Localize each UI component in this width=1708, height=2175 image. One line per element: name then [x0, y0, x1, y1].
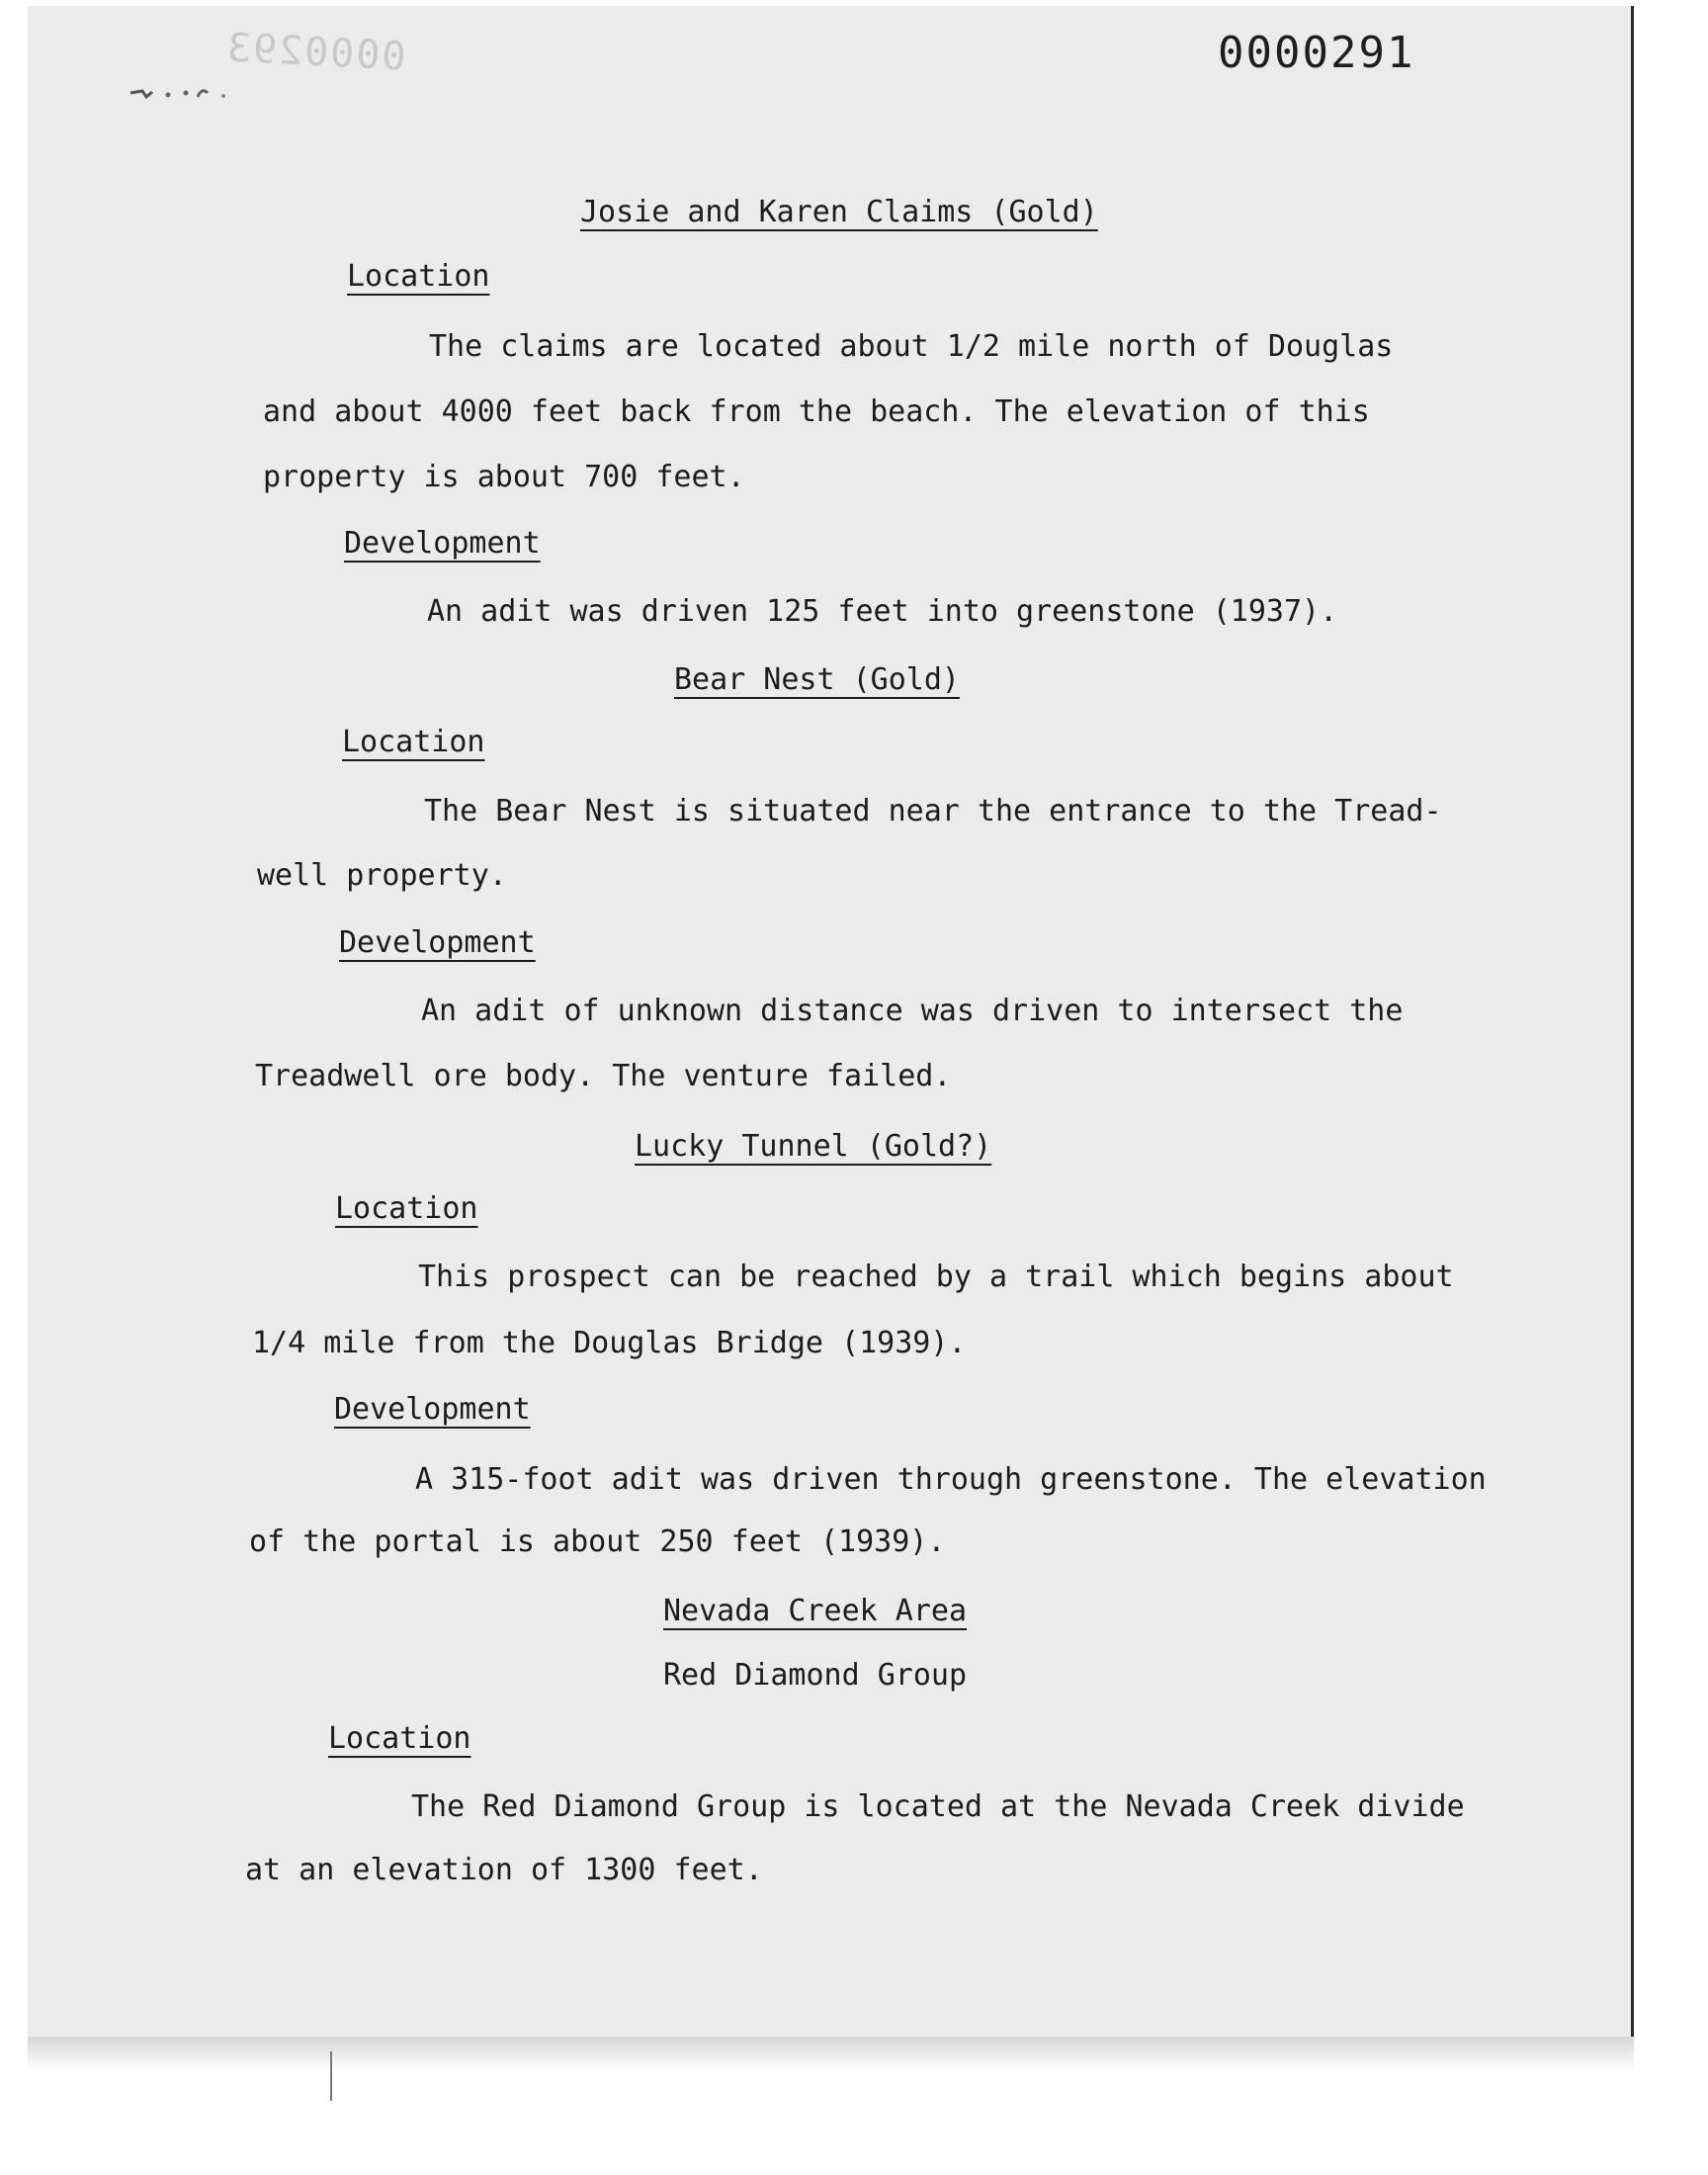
page-edge-shadow	[28, 2037, 1634, 2070]
section-title: Nevada Creek Area	[663, 1594, 968, 1628]
body-text-line: An adit was driven 125 feet into greenstone (1937).	[427, 594, 1338, 629]
body-text-line: This prospect can be reached by a trail which begins about	[418, 1260, 1454, 1294]
body-text-line: 1/4 mile from the Douglas Bridge (1939).	[252, 1326, 967, 1360]
body-text-line: Treadwell ore body. The venture failed.	[255, 1059, 952, 1093]
location-heading: Location	[347, 259, 490, 294]
body-text-line: A 315-foot adit was driven through greenstone. The elevation	[415, 1462, 1487, 1497]
body-text-line: and about 4000 feet back from the beach. The elevation of this	[263, 394, 1370, 429]
body-text-line: The Red Diamond Group is located at the Nevada Creek divide	[411, 1789, 1465, 1824]
section-title: Bear Nest (Gold)	[674, 662, 960, 697]
location-heading: Location	[328, 1721, 471, 1756]
section-subtitle: Red Diamond Group	[663, 1658, 968, 1693]
ink-smudge	[128, 83, 247, 105]
body-text-line: The Bear Nest is situated near the entrance to the Tread-	[424, 794, 1442, 828]
body-text-line: of the portal is about 250 feet (1939).	[249, 1524, 946, 1559]
location-heading: Location	[335, 1191, 478, 1226]
section-title: Lucky Tunnel (Gold?)	[635, 1129, 992, 1164]
page-number-ghost-stamp: 0000293	[223, 25, 407, 80]
page-number-stamp: 0000291	[1218, 28, 1415, 78]
development-heading: Development	[339, 925, 536, 960]
location-heading: Location	[342, 725, 485, 759]
body-text-line: The claims are located about 1/2 mile north of Douglas	[429, 329, 1394, 364]
development-heading: Development	[344, 526, 541, 561]
development-heading: Development	[334, 1392, 531, 1427]
body-text-line: at an elevation of 1300 feet.	[245, 1853, 763, 1887]
section-title: Josie and Karen Claims (Gold)	[580, 195, 1098, 229]
body-text-line: property is about 700 feet.	[263, 460, 745, 494]
body-text-line: An adit of unknown distance was driven to intersect the	[421, 994, 1404, 1028]
body-text-line: well property.	[257, 858, 507, 893]
page-edge-mark	[330, 2051, 332, 2101]
